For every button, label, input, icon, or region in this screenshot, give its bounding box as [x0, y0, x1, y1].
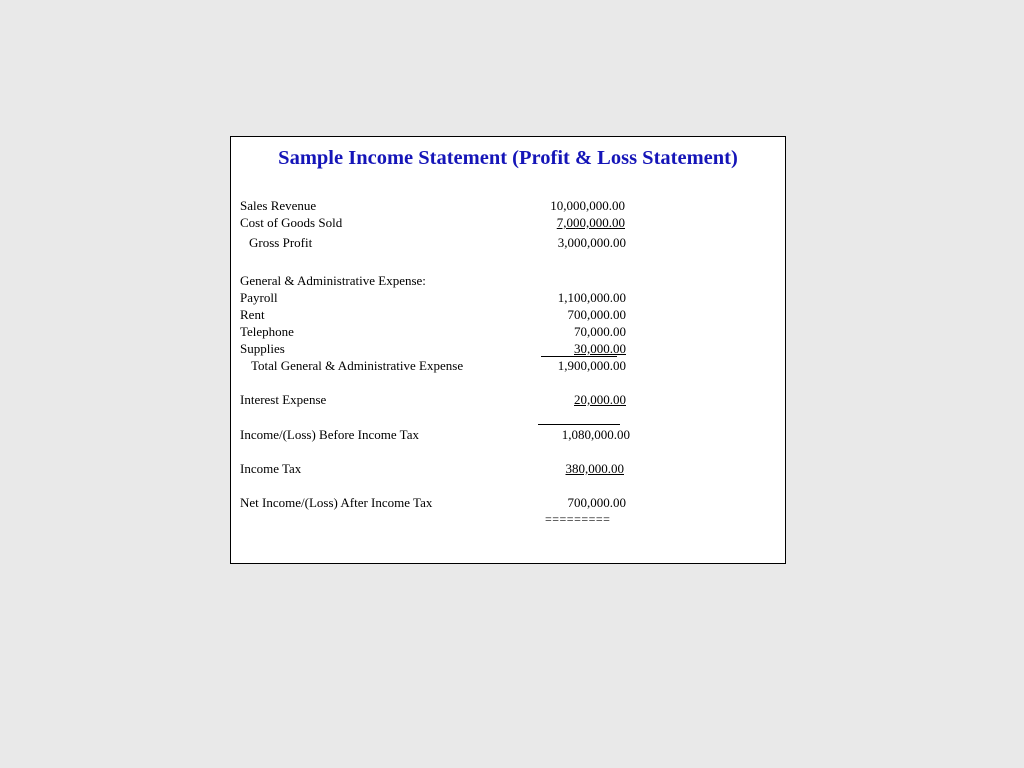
row-income-tax — [240, 461, 770, 477]
payroll-label: Payroll — [240, 290, 278, 305]
gross-profit-amount: 3,000,000.00 — [557, 235, 626, 250]
income-before-tax-label: Income/(Loss) Before Income Tax — [240, 427, 419, 442]
row-cost-of-goods-sold — [240, 215, 770, 231]
supplies-amount: 30,000.00 — [574, 341, 626, 356]
gross-profit-label: Gross Profit — [249, 235, 313, 250]
cogs-label: Cost of Goods Sold — [240, 215, 343, 230]
subtotal-rule — [538, 424, 620, 425]
row-telephone — [240, 324, 770, 340]
supplies-label: Supplies — [240, 341, 285, 356]
income-statement-slide — [230, 136, 786, 564]
cogs-amount: 7,000,000.00 — [556, 215, 625, 230]
total-ga-amount: 1,900,000.00 — [557, 358, 626, 373]
net-income-amount: 700,000.00 — [567, 495, 626, 510]
row-payroll — [240, 290, 770, 306]
double-underline: ========= — [545, 512, 611, 526]
row-supplies — [240, 341, 770, 357]
row-gross-profit — [240, 235, 770, 251]
income-tax-amount: 380,000.00 — [565, 461, 624, 476]
row-rent — [240, 307, 770, 323]
interest-label: Interest Expense — [240, 392, 327, 407]
interest-amount: 20,000.00 — [574, 392, 626, 407]
row-sales-revenue — [240, 198, 770, 214]
telephone-label: Telephone — [240, 324, 294, 339]
sales-revenue-amount: 10,000,000.00 — [550, 198, 625, 213]
income-tax-label: Income Tax — [240, 461, 302, 476]
rent-amount: 700,000.00 — [567, 307, 626, 322]
rent-label: Rent — [240, 307, 265, 322]
row-ga-header — [240, 273, 770, 289]
sales-revenue-label: Sales Revenue — [240, 198, 317, 213]
net-income-label: Net Income/(Loss) After Income Tax — [240, 495, 433, 510]
row-interest-expense — [240, 392, 770, 408]
income-before-tax-amount: 1,080,000.00 — [561, 427, 630, 442]
row-income-before-tax — [240, 427, 770, 443]
row-net-income — [240, 495, 770, 511]
payroll-amount: 1,100,000.00 — [557, 290, 626, 305]
telephone-amount: 70,000.00 — [574, 324, 626, 339]
supplies-underline — [541, 356, 617, 357]
total-ga-label: Total General & Administrative Expense — [251, 358, 464, 373]
row-total-ga — [240, 358, 770, 374]
ga-header-label: General & Administrative Expense: — [240, 273, 426, 288]
statement-title: Sample Income Statement (Profit & Loss Statement) — [278, 147, 738, 169]
